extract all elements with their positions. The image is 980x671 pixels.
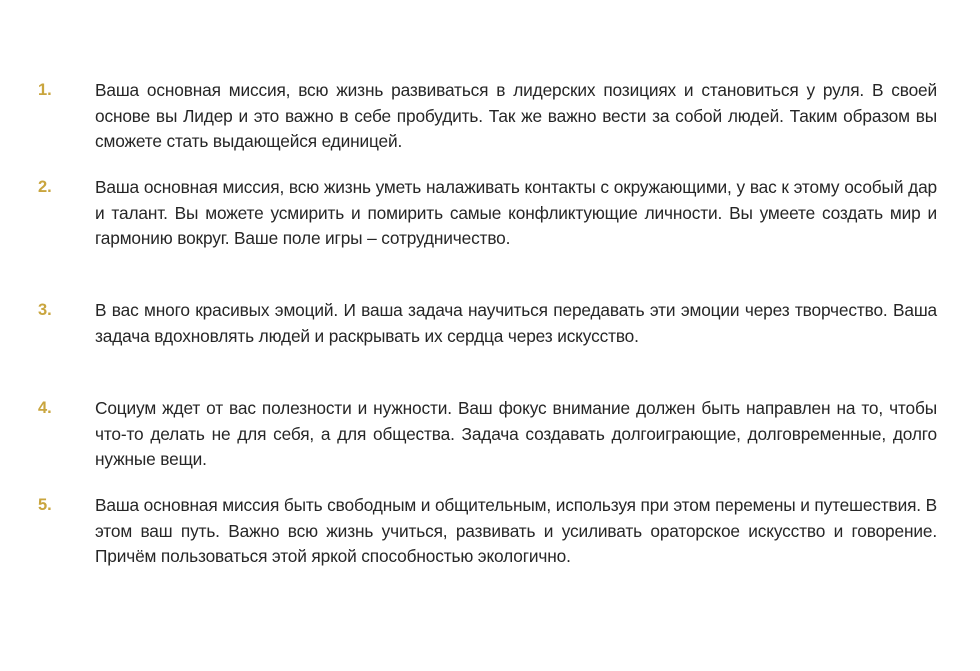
list-item-number: 4. [38,399,52,417]
list-item-number: 5. [38,496,52,514]
list-item-text: Ваша основная миссия, всю жизнь развиваться в лидерских позициях и становиться у руля. В своей основе вы Лидер и это важно в себе пробудить. Так же важно вести за собой людей. Таким образом вы сможете стать выдающейся единицей. [95,80,937,151]
list-item-number: 1. [38,81,52,99]
list-item-number: 2. [38,178,52,196]
list-item-text: В вас много красивых эмоций. И ваша задача научиться передавать эти эмоции через творчество. Ваша задача вдохновлять людей и раскрывать их сердца через искусство. [95,300,937,346]
list-item-text: Социум ждет от вас полезности и нужности. Ваш фокус внимание должен быть направлен на то, чтобы что-то делать не для себя, а для общества. Задача создавать долгоиграющие, долговременные, долго нужные вещи. [95,398,937,469]
list-item-text: Ваша основная миссия, всю жизнь уметь налаживать контакты с окружающими, у вас к этому особый дар и талант. Вы можете усмирить и помирить самые конфликтующие личности. Вы умеете создать мир и гармонию вокруг. Ваше поле игры – сотрудничество. [95,177,937,248]
list-item-text: Ваша основная миссия быть свободным и общительным, используя при этом перемены и путешествия. В этом ваш путь. Важно всю жизнь учиться, развивать и усиливать ораторское искусство и говорение. Причём пользоваться этой яркой способностью экологично. [95,495,937,566]
list-item-number: 3. [38,301,52,319]
